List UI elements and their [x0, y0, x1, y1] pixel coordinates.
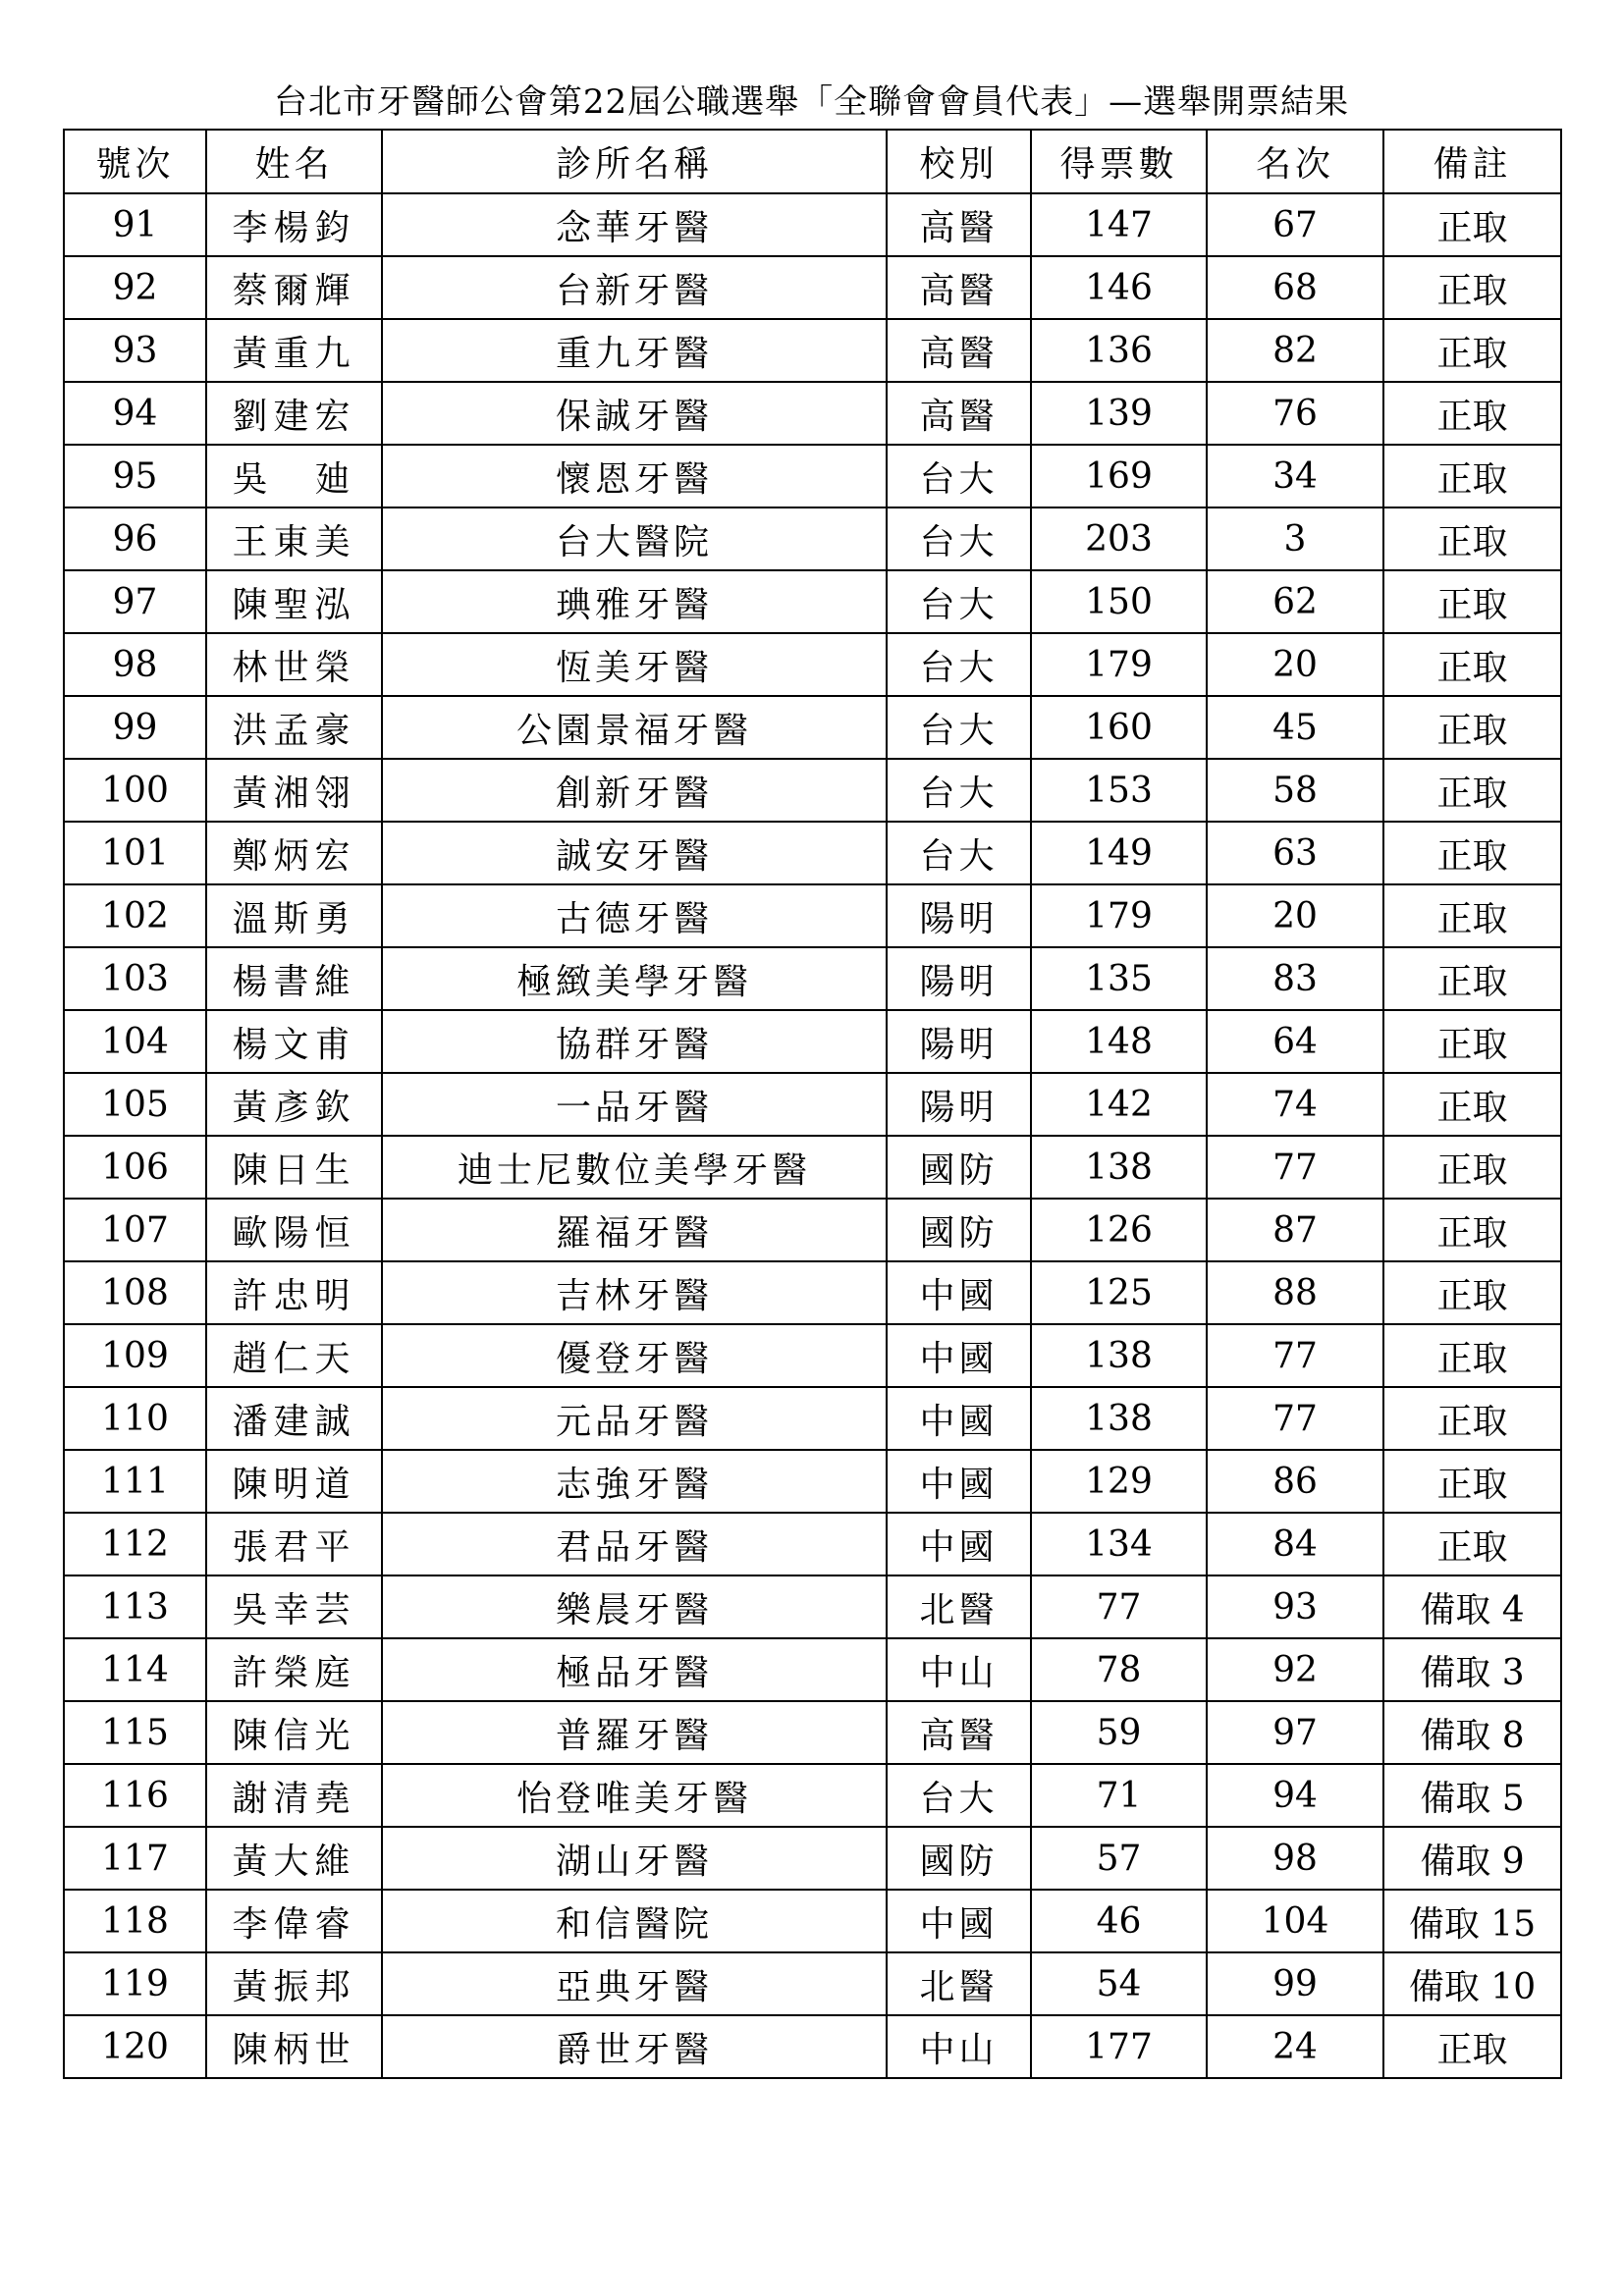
- table-row: [64, 1952, 1561, 2015]
- header-clinic: 診所名稱: [382, 130, 887, 193]
- cell-school: 台大: [887, 1764, 1031, 1827]
- cell-school: 北醫: [887, 1952, 1031, 2015]
- cell-remarks: 正取: [1383, 822, 1561, 884]
- cell-votes: 160: [1031, 696, 1207, 759]
- cell-school: 高醫: [887, 382, 1031, 445]
- cell-school: 陽明: [887, 947, 1031, 1010]
- cell-votes: 139: [1031, 382, 1207, 445]
- cell-votes: 138: [1031, 1387, 1207, 1450]
- cell-rank: 77: [1207, 1136, 1383, 1199]
- cell-name: 陳柄世: [206, 2015, 382, 2078]
- cell-school: 台大: [887, 696, 1031, 759]
- cell-name: 趙仁天: [206, 1324, 382, 1387]
- cell-clinic: 君品牙醫: [382, 1513, 887, 1575]
- cell-clinic: 樂晨牙醫: [382, 1575, 887, 1638]
- table-row: [64, 1073, 1561, 1136]
- cell-name: 鄭炳宏: [206, 822, 382, 884]
- cell-name: 黃大維: [206, 1827, 382, 1890]
- cell-number: 94: [64, 382, 206, 445]
- cell-name: 許忠明: [206, 1261, 382, 1324]
- cell-number: 110: [64, 1387, 206, 1450]
- cell-remarks: 正取: [1383, 696, 1561, 759]
- cell-number: 108: [64, 1261, 206, 1324]
- cell-rank: 86: [1207, 1450, 1383, 1513]
- cell-remarks: 正取: [1383, 1010, 1561, 1073]
- table-row: [64, 1827, 1561, 1890]
- cell-remarks: 正取: [1383, 445, 1561, 507]
- cell-votes: 125: [1031, 1261, 1207, 1324]
- cell-school: 台大: [887, 445, 1031, 507]
- cell-clinic: 琠雅牙醫: [382, 570, 887, 633]
- cell-clinic: 保誠牙醫: [382, 382, 887, 445]
- cell-votes: 138: [1031, 1136, 1207, 1199]
- cell-rank: 67: [1207, 193, 1383, 256]
- table-row: [64, 759, 1561, 822]
- table-row: [64, 1387, 1561, 1450]
- cell-number: 119: [64, 1952, 206, 2015]
- cell-number: 102: [64, 884, 206, 947]
- cell-votes: 147: [1031, 193, 1207, 256]
- cell-remarks: 正取: [1383, 193, 1561, 256]
- cell-remarks: 正取: [1383, 507, 1561, 570]
- cell-name: 張君平: [206, 1513, 382, 1575]
- cell-number: 98: [64, 633, 206, 696]
- cell-votes: 136: [1031, 319, 1207, 382]
- cell-votes: 46: [1031, 1890, 1207, 1952]
- cell-rank: 24: [1207, 2015, 1383, 2078]
- header-row: [64, 130, 1561, 193]
- cell-school: 國防: [887, 1136, 1031, 1199]
- cell-clinic: 一品牙醫: [382, 1073, 887, 1136]
- table-row: [64, 884, 1561, 947]
- cell-votes: 203: [1031, 507, 1207, 570]
- cell-name: 黃湘翎: [206, 759, 382, 822]
- cell-remarks: 正取: [1383, 256, 1561, 319]
- cell-remarks: 正取: [1383, 1261, 1561, 1324]
- cell-clinic: 協群牙醫: [382, 1010, 887, 1073]
- cell-name: 陳日生: [206, 1136, 382, 1199]
- cell-name: 歐陽恒: [206, 1199, 382, 1261]
- cell-rank: 94: [1207, 1764, 1383, 1827]
- cell-rank: 99: [1207, 1952, 1383, 2015]
- cell-remarks: 備取 5: [1383, 1764, 1561, 1827]
- table-row: [64, 1010, 1561, 1073]
- cell-name: 許榮庭: [206, 1638, 382, 1701]
- cell-remarks: 正取: [1383, 1073, 1561, 1136]
- cell-votes: 146: [1031, 256, 1207, 319]
- cell-school: 台大: [887, 570, 1031, 633]
- cell-number: 115: [64, 1701, 206, 1764]
- cell-remarks: 正取: [1383, 1513, 1561, 1575]
- cell-school: 中國: [887, 1387, 1031, 1450]
- cell-remarks: 正取: [1383, 1450, 1561, 1513]
- table-row: [64, 1764, 1561, 1827]
- cell-clinic: 古德牙醫: [382, 884, 887, 947]
- cell-number: 120: [64, 2015, 206, 2078]
- cell-name: 洪孟豪: [206, 696, 382, 759]
- cell-name: 李楊鈞: [206, 193, 382, 256]
- table-row: [64, 822, 1561, 884]
- cell-rank: 76: [1207, 382, 1383, 445]
- cell-name: 黃重九: [206, 319, 382, 382]
- cell-votes: 177: [1031, 2015, 1207, 2078]
- cell-votes: 71: [1031, 1764, 1207, 1827]
- table-row: [64, 1575, 1561, 1638]
- table-row: [64, 1701, 1561, 1764]
- cell-remarks: 備取 9: [1383, 1827, 1561, 1890]
- cell-rank: 63: [1207, 822, 1383, 884]
- cell-school: 陽明: [887, 1073, 1031, 1136]
- table-row: [64, 633, 1561, 696]
- cell-rank: 77: [1207, 1387, 1383, 1450]
- cell-votes: 148: [1031, 1010, 1207, 1073]
- cell-name: 吳 廸: [206, 445, 382, 507]
- cell-votes: 138: [1031, 1324, 1207, 1387]
- cell-remarks: 正取: [1383, 382, 1561, 445]
- cell-remarks: 正取: [1383, 1324, 1561, 1387]
- cell-number: 107: [64, 1199, 206, 1261]
- cell-rank: 84: [1207, 1513, 1383, 1575]
- cell-school: 中山: [887, 2015, 1031, 2078]
- cell-name: 林世榮: [206, 633, 382, 696]
- cell-votes: 57: [1031, 1827, 1207, 1890]
- cell-votes: 126: [1031, 1199, 1207, 1261]
- cell-rank: 74: [1207, 1073, 1383, 1136]
- cell-rank: 45: [1207, 696, 1383, 759]
- cell-clinic: 普羅牙醫: [382, 1701, 887, 1764]
- cell-rank: 97: [1207, 1701, 1383, 1764]
- cell-votes: 153: [1031, 759, 1207, 822]
- cell-number: 104: [64, 1010, 206, 1073]
- cell-clinic: 創新牙醫: [382, 759, 887, 822]
- table-row: [64, 696, 1561, 759]
- table-row: [64, 193, 1561, 256]
- header-school: 校別: [887, 130, 1031, 193]
- table-row: [64, 507, 1561, 570]
- table-row: [64, 1136, 1561, 1199]
- cell-remarks: 備取 3: [1383, 1638, 1561, 1701]
- cell-name: 黃彥欽: [206, 1073, 382, 1136]
- cell-rank: 92: [1207, 1638, 1383, 1701]
- cell-name: 劉建宏: [206, 382, 382, 445]
- table-row: [64, 382, 1561, 445]
- cell-number: 114: [64, 1638, 206, 1701]
- cell-school: 陽明: [887, 1010, 1031, 1073]
- table-row: [64, 570, 1561, 633]
- cell-school: 台大: [887, 633, 1031, 696]
- cell-number: 91: [64, 193, 206, 256]
- cell-votes: 179: [1031, 884, 1207, 947]
- cell-school: 台大: [887, 822, 1031, 884]
- cell-number: 95: [64, 445, 206, 507]
- cell-clinic: 台大醫院: [382, 507, 887, 570]
- cell-clinic: 亞典牙醫: [382, 1952, 887, 2015]
- cell-clinic: 迪士尼數位美學牙醫: [382, 1136, 887, 1199]
- header-votes: 得票數: [1031, 130, 1207, 193]
- cell-votes: 150: [1031, 570, 1207, 633]
- cell-clinic: 公園景福牙醫: [382, 696, 887, 759]
- table-row: [64, 2015, 1561, 2078]
- table-row: [64, 1513, 1561, 1575]
- cell-votes: 59: [1031, 1701, 1207, 1764]
- cell-votes: 149: [1031, 822, 1207, 884]
- cell-clinic: 誠安牙醫: [382, 822, 887, 884]
- cell-school: 台大: [887, 759, 1031, 822]
- cell-school: 高醫: [887, 256, 1031, 319]
- cell-number: 113: [64, 1575, 206, 1638]
- cell-remarks: 正取: [1383, 570, 1561, 633]
- cell-school: 中國: [887, 1513, 1031, 1575]
- cell-clinic: 羅福牙醫: [382, 1199, 887, 1261]
- cell-name: 楊書維: [206, 947, 382, 1010]
- cell-number: 117: [64, 1827, 206, 1890]
- cell-remarks: 正取: [1383, 884, 1561, 947]
- cell-number: 105: [64, 1073, 206, 1136]
- cell-remarks: 備取 4: [1383, 1575, 1561, 1638]
- cell-votes: 129: [1031, 1450, 1207, 1513]
- cell-name: 陳明道: [206, 1450, 382, 1513]
- cell-school: 台大: [887, 507, 1031, 570]
- cell-votes: 54: [1031, 1952, 1207, 2015]
- cell-number: 92: [64, 256, 206, 319]
- cell-number: 101: [64, 822, 206, 884]
- cell-school: 中國: [887, 1450, 1031, 1513]
- cell-school: 中山: [887, 1638, 1031, 1701]
- cell-number: 93: [64, 319, 206, 382]
- cell-rank: 93: [1207, 1575, 1383, 1638]
- table-row: [64, 1890, 1561, 1952]
- cell-remarks: 備取 15: [1383, 1890, 1561, 1952]
- results-body: [64, 193, 1561, 2078]
- cell-rank: 34: [1207, 445, 1383, 507]
- cell-number: 116: [64, 1764, 206, 1827]
- cell-votes: 179: [1031, 633, 1207, 696]
- cell-rank: 3: [1207, 507, 1383, 570]
- cell-remarks: 正取: [1383, 1199, 1561, 1261]
- cell-clinic: 念華牙醫: [382, 193, 887, 256]
- cell-remarks: 備取 8: [1383, 1701, 1561, 1764]
- cell-name: 陳聖泓: [206, 570, 382, 633]
- cell-clinic: 怡登唯美牙醫: [382, 1764, 887, 1827]
- cell-name: 吳幸芸: [206, 1575, 382, 1638]
- table-row: [64, 1638, 1561, 1701]
- cell-school: 中國: [887, 1890, 1031, 1952]
- cell-rank: 98: [1207, 1827, 1383, 1890]
- cell-clinic: 湖山牙醫: [382, 1827, 887, 1890]
- cell-school: 高醫: [887, 1701, 1031, 1764]
- cell-number: 106: [64, 1136, 206, 1199]
- cell-school: 高醫: [887, 319, 1031, 382]
- cell-name: 謝清堯: [206, 1764, 382, 1827]
- cell-remarks: 正取: [1383, 2015, 1561, 2078]
- cell-remarks: 正取: [1383, 947, 1561, 1010]
- cell-name: 陳信光: [206, 1701, 382, 1764]
- cell-rank: 104: [1207, 1890, 1383, 1952]
- header-name: 姓名: [206, 130, 382, 193]
- cell-clinic: 志強牙醫: [382, 1450, 887, 1513]
- cell-votes: 77: [1031, 1575, 1207, 1638]
- cell-school: 高醫: [887, 193, 1031, 256]
- cell-clinic: 懷恩牙醫: [382, 445, 887, 507]
- cell-votes: 135: [1031, 947, 1207, 1010]
- cell-number: 109: [64, 1324, 206, 1387]
- cell-remarks: 備取 10: [1383, 1952, 1561, 2015]
- table-row: [64, 445, 1561, 507]
- table-row: [64, 1261, 1561, 1324]
- cell-name: 李偉睿: [206, 1890, 382, 1952]
- cell-number: 111: [64, 1450, 206, 1513]
- cell-remarks: 正取: [1383, 633, 1561, 696]
- cell-school: 中國: [887, 1261, 1031, 1324]
- cell-clinic: 和信醫院: [382, 1890, 887, 1952]
- cell-clinic: 極品牙醫: [382, 1638, 887, 1701]
- cell-clinic: 恆美牙醫: [382, 633, 887, 696]
- cell-rank: 83: [1207, 947, 1383, 1010]
- cell-rank: 68: [1207, 256, 1383, 319]
- cell-votes: 142: [1031, 1073, 1207, 1136]
- cell-number: 96: [64, 507, 206, 570]
- cell-clinic: 元品牙醫: [382, 1387, 887, 1450]
- cell-clinic: 極緻美學牙醫: [382, 947, 887, 1010]
- cell-votes: 134: [1031, 1513, 1207, 1575]
- cell-rank: 64: [1207, 1010, 1383, 1073]
- cell-name: 蔡爾輝: [206, 256, 382, 319]
- cell-clinic: 爵世牙醫: [382, 2015, 887, 2078]
- cell-school: 北醫: [887, 1575, 1031, 1638]
- cell-clinic: 台新牙醫: [382, 256, 887, 319]
- table-row: [64, 1199, 1561, 1261]
- cell-clinic: 重九牙醫: [382, 319, 887, 382]
- cell-clinic: 優登牙醫: [382, 1324, 887, 1387]
- cell-name: 王東美: [206, 507, 382, 570]
- header-rank: 名次: [1207, 130, 1383, 193]
- cell-school: 陽明: [887, 884, 1031, 947]
- election-results-table: [63, 129, 1562, 2079]
- cell-number: 118: [64, 1890, 206, 1952]
- cell-number: 97: [64, 570, 206, 633]
- cell-rank: 20: [1207, 884, 1383, 947]
- cell-rank: 62: [1207, 570, 1383, 633]
- cell-name: 溫斯勇: [206, 884, 382, 947]
- cell-school: 中國: [887, 1324, 1031, 1387]
- cell-rank: 77: [1207, 1324, 1383, 1387]
- cell-school: 國防: [887, 1827, 1031, 1890]
- header-remarks: 備註: [1383, 130, 1561, 193]
- cell-votes: 169: [1031, 445, 1207, 507]
- header-number: 號次: [64, 130, 206, 193]
- cell-votes: 78: [1031, 1638, 1207, 1701]
- cell-rank: 20: [1207, 633, 1383, 696]
- cell-clinic: 吉林牙醫: [382, 1261, 887, 1324]
- table-row: [64, 319, 1561, 382]
- cell-remarks: 正取: [1383, 1387, 1561, 1450]
- table-row: [64, 947, 1561, 1010]
- table-row: [64, 1324, 1561, 1387]
- cell-remarks: 正取: [1383, 1136, 1561, 1199]
- cell-remarks: 正取: [1383, 759, 1561, 822]
- cell-remarks: 正取: [1383, 319, 1561, 382]
- cell-name: 黃振邦: [206, 1952, 382, 2015]
- cell-number: 112: [64, 1513, 206, 1575]
- cell-name: 楊文甫: [206, 1010, 382, 1073]
- table-row: [64, 256, 1561, 319]
- cell-number: 99: [64, 696, 206, 759]
- document-title: 台北市牙醫師公會第22屆公職選舉「全聯會會員代表」—選舉開票結果: [273, 82, 1350, 122]
- cell-rank: 82: [1207, 319, 1383, 382]
- cell-rank: 88: [1207, 1261, 1383, 1324]
- cell-school: 國防: [887, 1199, 1031, 1261]
- cell-number: 100: [64, 759, 206, 822]
- cell-number: 103: [64, 947, 206, 1010]
- cell-name: 潘建誠: [206, 1387, 382, 1450]
- table-row: [64, 1450, 1561, 1513]
- cell-rank: 87: [1207, 1199, 1383, 1261]
- cell-rank: 58: [1207, 759, 1383, 822]
